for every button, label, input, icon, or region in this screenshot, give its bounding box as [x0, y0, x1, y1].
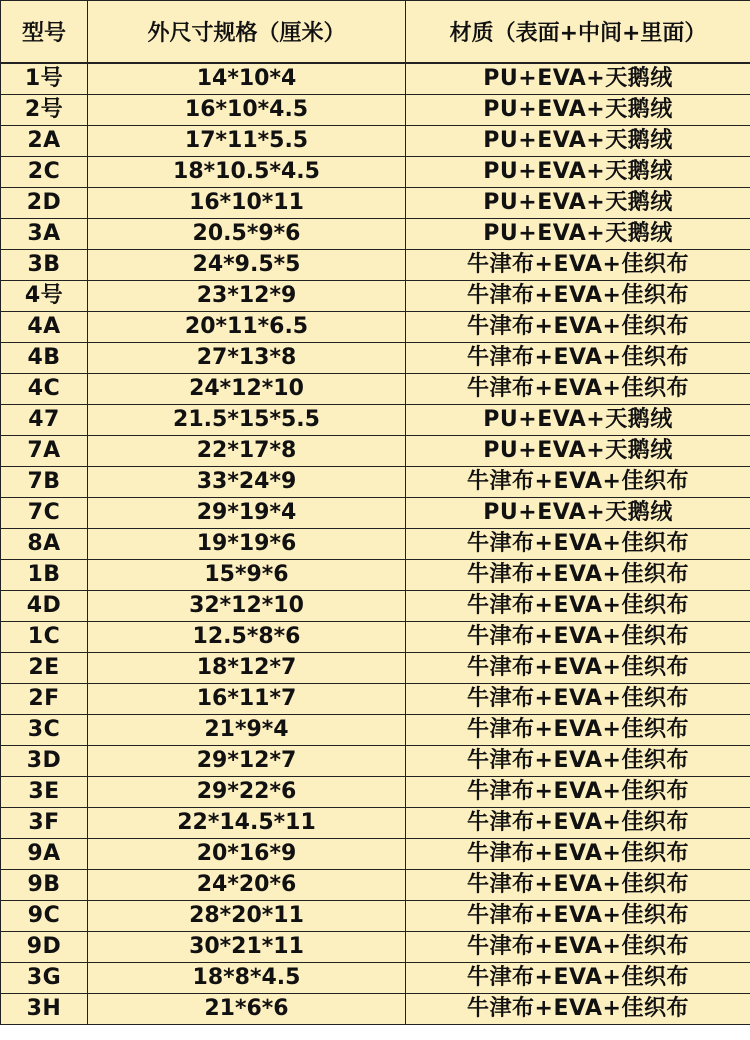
material-cell: PU+EVA+天鹅绒 [406, 94, 750, 125]
model-cell: 9B [1, 869, 88, 900]
table-header-row [1, 1, 750, 63]
material-cell: 牛津布+EVA+佳织布 [406, 683, 750, 714]
table-row [1, 528, 750, 559]
size-cell: 30*21*11 [88, 931, 406, 962]
material-cell: 牛津布+EVA+佳织布 [406, 838, 750, 869]
table-row [1, 249, 750, 280]
table-row [1, 931, 750, 962]
model-cell: 9C [1, 900, 88, 931]
size-cell: 12.5*8*6 [88, 621, 406, 652]
table-row [1, 683, 750, 714]
material-cell: 牛津布+EVA+佳织布 [406, 931, 750, 962]
size-cell: 16*10*11 [88, 187, 406, 218]
model-cell: 9A [1, 838, 88, 869]
material-cell: 牛津布+EVA+佳织布 [406, 280, 750, 311]
material-cell: 牛津布+EVA+佳织布 [406, 776, 750, 807]
material-cell: 牛津布+EVA+佳织布 [406, 900, 750, 931]
header-material: 材质（表面+中间+里面） [406, 1, 750, 63]
table-row [1, 466, 750, 497]
size-cell: 24*9.5*5 [88, 249, 406, 280]
size-cell: 21.5*15*5.5 [88, 404, 406, 435]
size-cell: 18*8*4.5 [88, 962, 406, 993]
model-cell: 47 [1, 404, 88, 435]
model-cell: 4号 [1, 280, 88, 311]
table-row [1, 807, 750, 838]
table-row [1, 559, 750, 590]
table-row [1, 776, 750, 807]
table-row [1, 838, 750, 869]
size-cell: 27*13*8 [88, 342, 406, 373]
size-cell: 20.5*9*6 [88, 218, 406, 249]
size-cell: 20*11*6.5 [88, 311, 406, 342]
model-cell: 3E [1, 776, 88, 807]
material-cell: 牛津布+EVA+佳织布 [406, 466, 750, 497]
model-cell: 1B [1, 559, 88, 590]
table-row [1, 621, 750, 652]
model-cell: 4C [1, 373, 88, 404]
size-cell: 29*22*6 [88, 776, 406, 807]
material-cell: 牛津布+EVA+佳织布 [406, 962, 750, 993]
size-cell: 22*14.5*11 [88, 807, 406, 838]
material-cell: 牛津布+EVA+佳织布 [406, 590, 750, 621]
size-cell: 16*11*7 [88, 683, 406, 714]
table-row [1, 187, 750, 218]
material-cell: 牛津布+EVA+佳织布 [406, 652, 750, 683]
material-cell: PU+EVA+天鹅绒 [406, 497, 750, 528]
table-row [1, 652, 750, 683]
material-cell: 牛津布+EVA+佳织布 [406, 311, 750, 342]
model-cell: 7A [1, 435, 88, 466]
material-cell: 牛津布+EVA+佳织布 [406, 559, 750, 590]
model-cell: 2D [1, 187, 88, 218]
size-cell: 29*12*7 [88, 745, 406, 776]
model-cell: 3A [1, 218, 88, 249]
model-cell: 2F [1, 683, 88, 714]
size-cell: 33*24*9 [88, 466, 406, 497]
model-cell: 3F [1, 807, 88, 838]
size-cell: 24*20*6 [88, 869, 406, 900]
table-row [1, 962, 750, 993]
table-row [1, 590, 750, 621]
table-row [1, 94, 750, 125]
size-cell: 15*9*6 [88, 559, 406, 590]
header-model: 型号 [1, 1, 88, 63]
table-row [1, 869, 750, 900]
size-cell: 29*19*4 [88, 497, 406, 528]
model-cell: 2号 [1, 94, 88, 125]
table-row [1, 435, 750, 466]
model-cell: 3D [1, 745, 88, 776]
material-cell: PU+EVA+天鹅绒 [406, 218, 750, 249]
material-cell: 牛津布+EVA+佳织布 [406, 342, 750, 373]
model-cell: 7B [1, 466, 88, 497]
material-cell: 牛津布+EVA+佳织布 [406, 373, 750, 404]
size-cell: 32*12*10 [88, 590, 406, 621]
table-row [1, 745, 750, 776]
model-cell: 4B [1, 342, 88, 373]
table-row [1, 280, 750, 311]
material-cell: 牛津布+EVA+佳织布 [406, 714, 750, 745]
model-cell: 1C [1, 621, 88, 652]
table-row [1, 218, 750, 249]
material-cell: 牛津布+EVA+佳织布 [406, 249, 750, 280]
table-row [1, 311, 750, 342]
table-row [1, 156, 750, 187]
material-cell: 牛津布+EVA+佳织布 [406, 807, 750, 838]
model-cell: 2A [1, 125, 88, 156]
size-cell: 23*12*9 [88, 280, 406, 311]
model-cell: 8A [1, 528, 88, 559]
model-cell: 7C [1, 497, 88, 528]
model-cell: 2E [1, 652, 88, 683]
table-row [1, 125, 750, 156]
model-cell: 3B [1, 249, 88, 280]
material-cell: 牛津布+EVA+佳织布 [406, 869, 750, 900]
size-cell: 14*10*4 [88, 63, 406, 95]
table-row [1, 404, 750, 435]
material-cell: PU+EVA+天鹅绒 [406, 404, 750, 435]
size-cell: 18*12*7 [88, 652, 406, 683]
size-cell: 22*17*8 [88, 435, 406, 466]
model-cell: 4A [1, 311, 88, 342]
material-cell: 牛津布+EVA+佳织布 [406, 993, 750, 1024]
header-outer-size: 外尺寸规格（厘米） [88, 1, 406, 63]
model-cell: 1号 [1, 63, 88, 95]
table-row [1, 900, 750, 931]
size-cell: 28*20*11 [88, 900, 406, 931]
material-cell: PU+EVA+天鹅绒 [406, 435, 750, 466]
table-body [1, 63, 750, 1025]
table-row [1, 714, 750, 745]
size-cell: 18*10.5*4.5 [88, 156, 406, 187]
material-cell: 牛津布+EVA+佳织布 [406, 528, 750, 559]
material-cell: 牛津布+EVA+佳织布 [406, 745, 750, 776]
size-cell: 20*16*9 [88, 838, 406, 869]
model-cell: 9D [1, 931, 88, 962]
table-row [1, 993, 750, 1024]
table-row [1, 342, 750, 373]
table-row [1, 63, 750, 95]
model-cell: 2C [1, 156, 88, 187]
size-cell: 17*11*5.5 [88, 125, 406, 156]
table-row [1, 497, 750, 528]
material-cell: PU+EVA+天鹅绒 [406, 63, 750, 95]
model-cell: 3C [1, 714, 88, 745]
size-cell: 21*6*6 [88, 993, 406, 1024]
size-cell: 19*19*6 [88, 528, 406, 559]
material-cell: 牛津布+EVA+佳织布 [406, 621, 750, 652]
size-cell: 24*12*10 [88, 373, 406, 404]
table-row [1, 373, 750, 404]
material-cell: PU+EVA+天鹅绒 [406, 156, 750, 187]
size-cell: 16*10*4.5 [88, 94, 406, 125]
size-cell: 21*9*4 [88, 714, 406, 745]
model-cell: 3G [1, 962, 88, 993]
model-cell: 4D [1, 590, 88, 621]
material-cell: PU+EVA+天鹅绒 [406, 187, 750, 218]
material-cell: PU+EVA+天鹅绒 [406, 125, 750, 156]
model-cell: 3H [1, 993, 88, 1024]
